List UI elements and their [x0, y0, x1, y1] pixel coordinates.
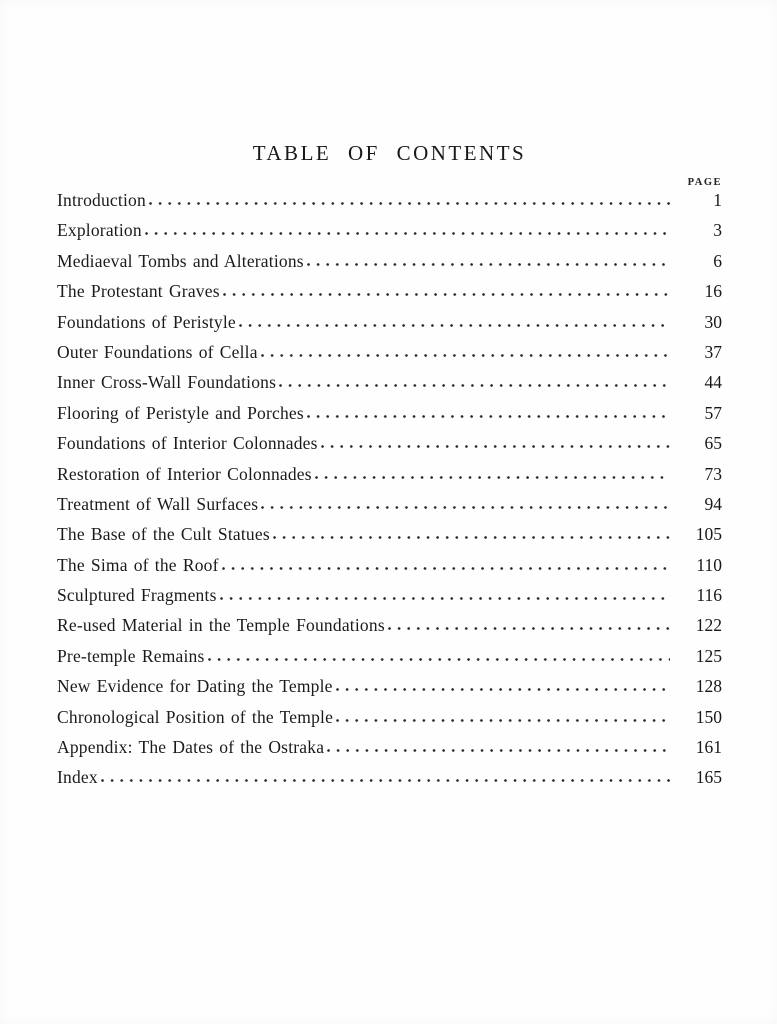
toc-entry-label: Sculptured Fragments [57, 585, 217, 606]
toc-entry [57, 707, 722, 737]
toc-entry [57, 646, 722, 676]
toc-entry-label: The Base of the Cult Statues [57, 524, 270, 545]
dot-leader [208, 657, 671, 662]
toc-entry [57, 190, 722, 220]
toc-entry [57, 676, 722, 706]
toc-entry-page: 161 [695, 737, 722, 758]
dot-leader [315, 475, 670, 480]
toc-entry-label: Restoration of Interior Colonnades [57, 463, 312, 484]
dot-leader [327, 748, 670, 753]
dot-leader [336, 718, 670, 723]
toc-entry-page: 150 [695, 706, 722, 727]
page-title: TABLE OF CONTENTS [252, 141, 527, 165]
dot-leader [149, 201, 670, 206]
dot-leader [261, 505, 670, 510]
toc-entry-page: 1 [713, 190, 722, 210]
toc-entry-page: 6 [713, 250, 722, 271]
toc-entry [57, 494, 722, 524]
dot-leader [222, 566, 670, 571]
toc-entry [57, 615, 722, 645]
toc-entry [57, 524, 722, 554]
toc-entry [57, 433, 722, 463]
dot-leader [239, 323, 670, 328]
dot-leader [279, 383, 670, 388]
dot-leader [307, 262, 670, 267]
toc-entry-page: 116 [696, 585, 722, 606]
toc-entry-page: 57 [704, 402, 722, 423]
toc-entry [57, 342, 722, 372]
toc-entry-page: 37 [704, 341, 722, 362]
dot-leader [261, 353, 670, 358]
toc-entry-page: 165 [695, 767, 722, 788]
toc-entry [57, 281, 722, 311]
toc-entry-label: The Sima of the Roof [57, 554, 219, 575]
toc-entry [57, 555, 722, 585]
toc-entry-label: The Protestant Graves [57, 281, 220, 302]
toc-entry-label: Re-used Material in the Temple Foundations [57, 615, 385, 636]
toc-entry-page: 16 [704, 281, 722, 302]
toc-entry [57, 767, 722, 797]
toc-entry-page: 73 [704, 463, 722, 484]
toc-entry-label: Foundations of Peristyle [57, 311, 236, 332]
toc-entry [57, 585, 722, 615]
toc-entry-label: New Evidence for Dating the Temple [57, 676, 333, 697]
toc-entry-label: Treatment of Wall Surfaces [57, 493, 259, 514]
dot-leader [388, 626, 670, 631]
dot-leader [220, 596, 670, 601]
toc-entry-label: Appendix: The Dates of the Ostraka [57, 737, 325, 758]
toc-entry-page: 44 [704, 372, 722, 393]
toc-entry-label: Inner Cross-Wall Foundations [57, 372, 277, 393]
toc-entry [57, 220, 722, 250]
dot-leader [223, 292, 670, 297]
toc-entry-page: 122 [695, 615, 722, 636]
toc-entry-label: Foundations of Interior Colonnades [57, 433, 318, 454]
page-column-header: PAGE [687, 177, 722, 188]
dot-leader [321, 444, 670, 449]
toc-entry [57, 251, 722, 281]
toc-entry [57, 737, 722, 767]
dot-leader [273, 535, 670, 540]
dot-leader [145, 231, 670, 236]
toc-entry [57, 372, 722, 402]
toc-entry-page: 110 [696, 554, 722, 575]
dot-leader [307, 414, 670, 419]
toc-entry [57, 464, 722, 494]
toc-entry-label: Index [57, 767, 98, 788]
toc-list [57, 190, 722, 798]
toc-entry-label: Outer Foundations of Cella [57, 341, 258, 362]
toc-entry-label: Chronological Position of the Temple [57, 706, 334, 727]
toc-entry-page: 65 [704, 433, 722, 454]
toc-entry-page: 128 [695, 676, 722, 697]
toc-entry-label: Exploration [57, 220, 142, 241]
toc-entry-page: 30 [704, 311, 722, 332]
toc-entry-page: 3 [713, 220, 722, 241]
toc-entry-label: Mediaeval Tombs and Alterations [57, 250, 304, 271]
toc-entry-page: 94 [704, 493, 722, 514]
toc-entry-label: Pre-temple Remains [57, 645, 205, 666]
toc-entry-page: 125 [695, 645, 722, 666]
toc-entry-label: Introduction [57, 190, 146, 210]
toc-entry [57, 403, 722, 433]
toc-entry-page: 105 [695, 524, 722, 545]
dot-leader [101, 778, 670, 783]
toc-entry [57, 312, 722, 342]
toc-entry-label: Flooring of Peristyle and Porches [57, 402, 304, 423]
dot-leader [336, 687, 670, 692]
